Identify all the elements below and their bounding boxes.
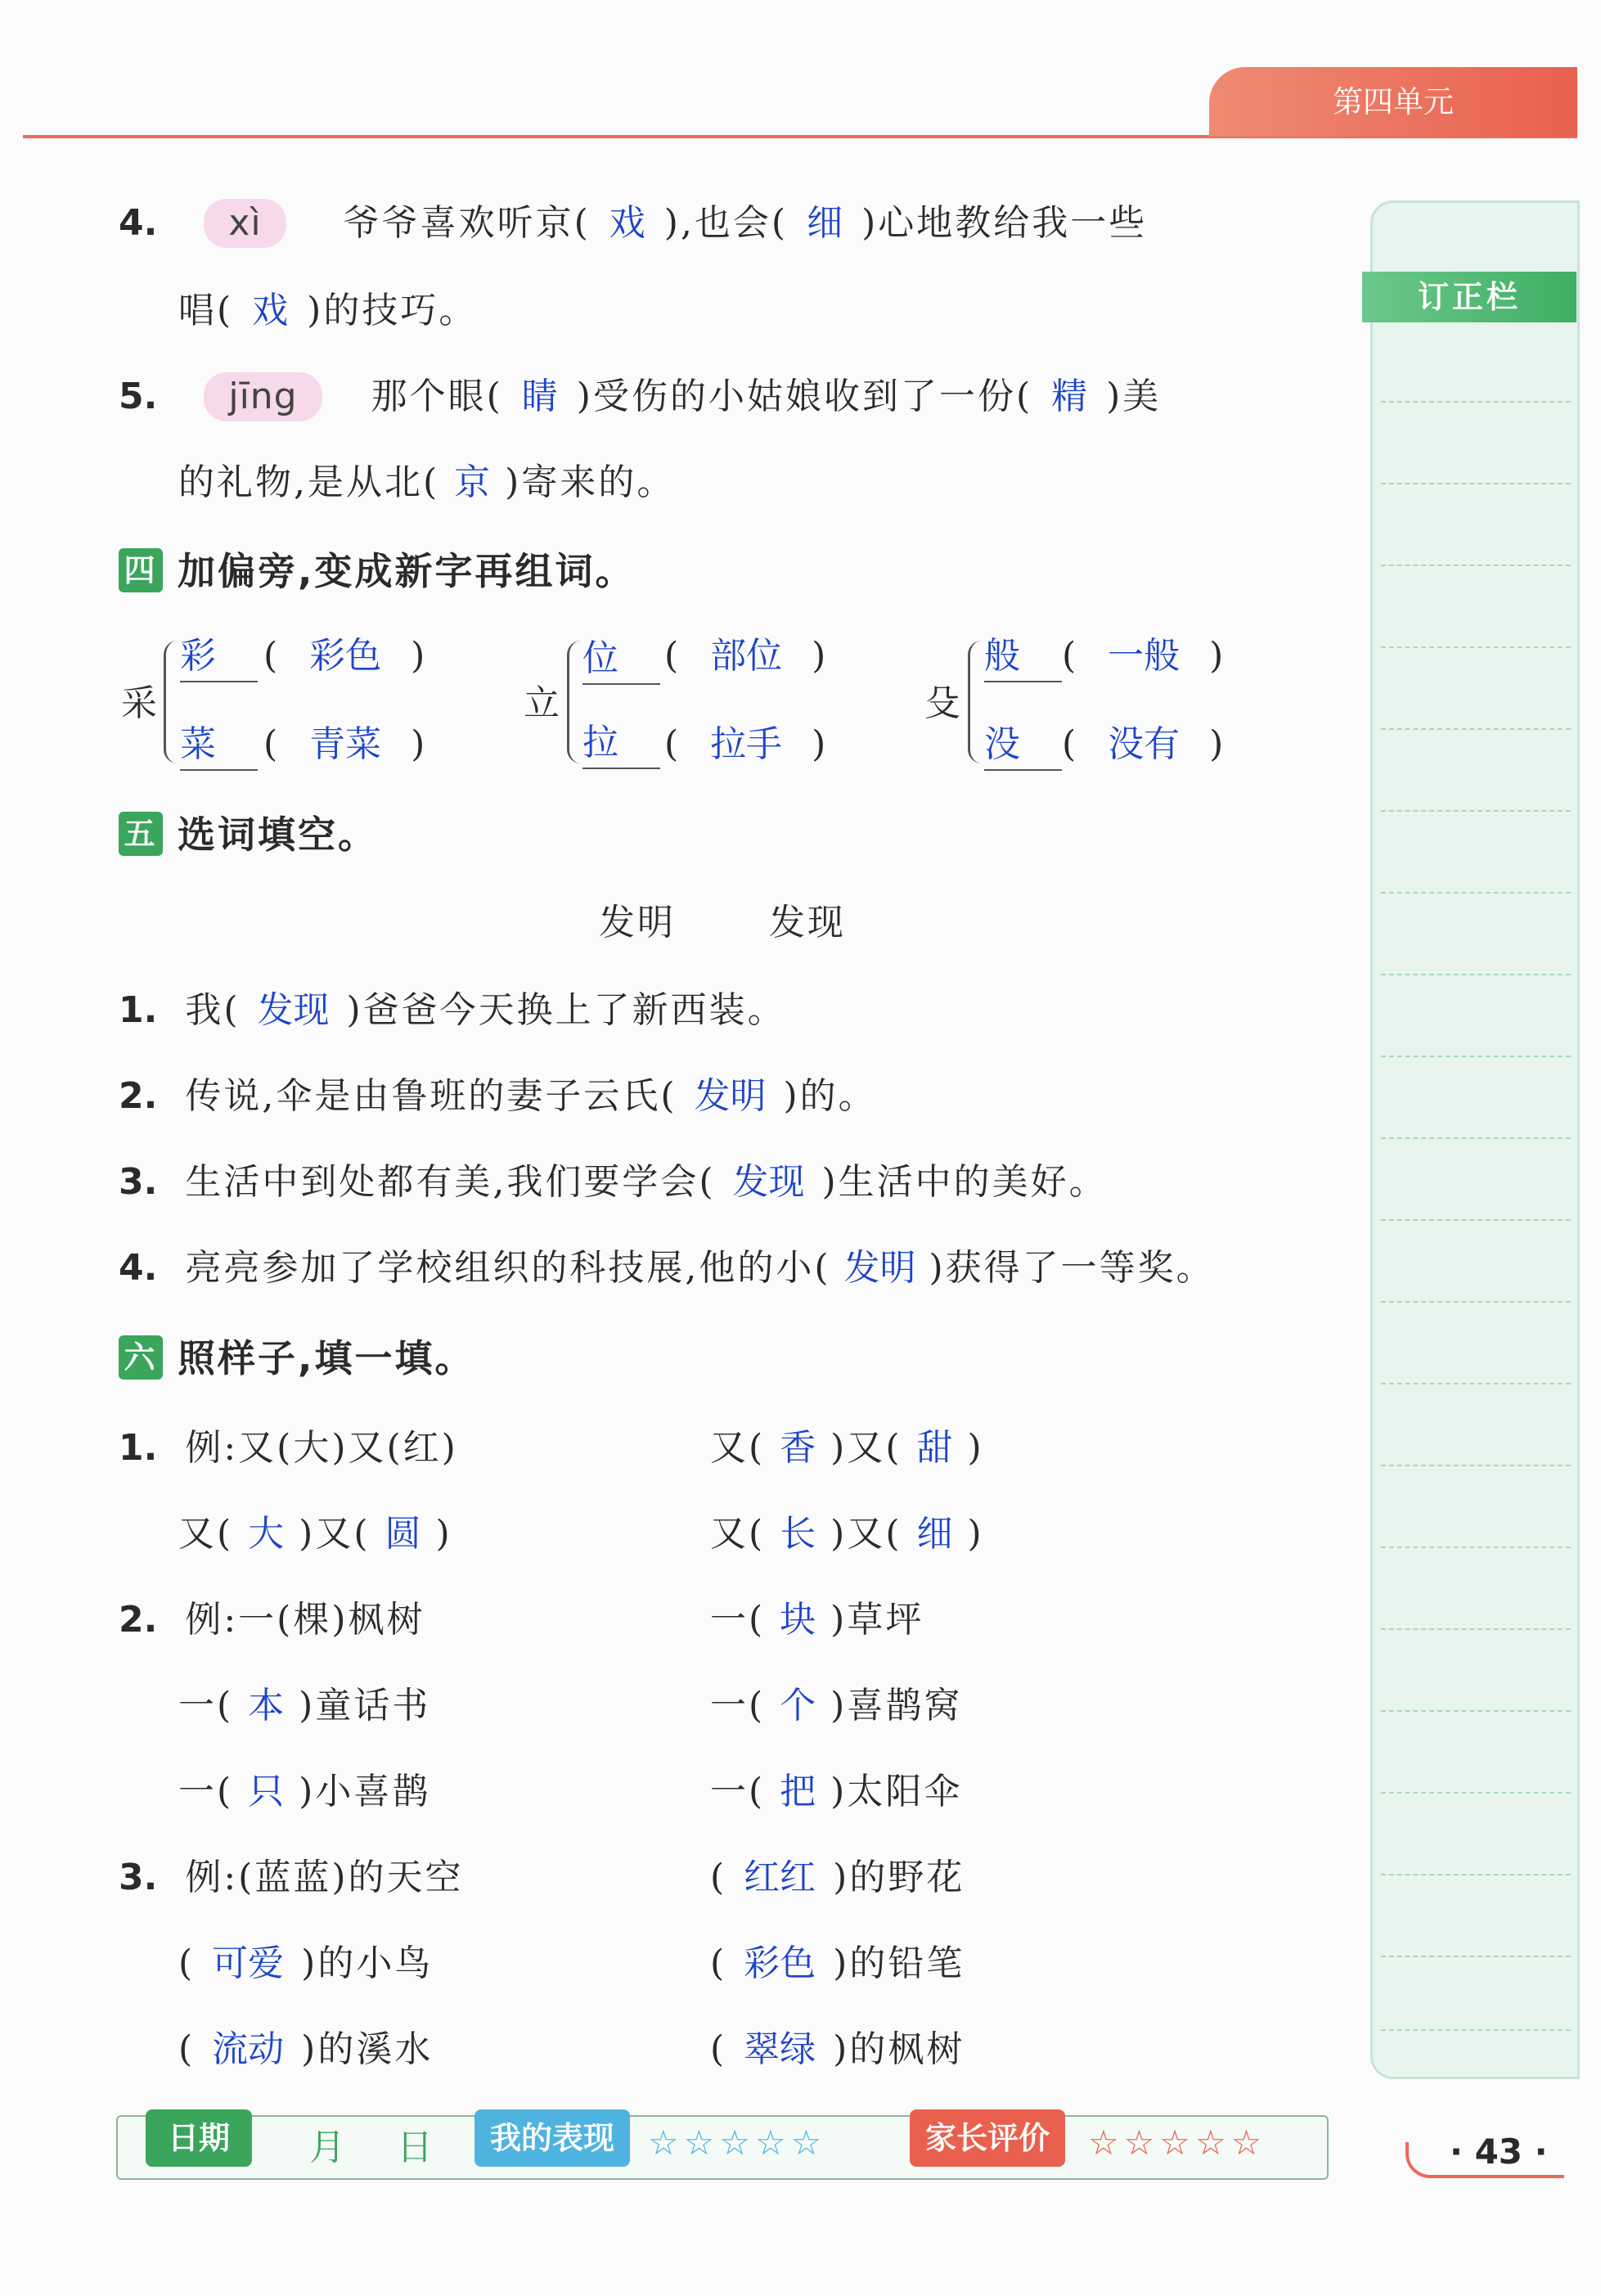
- s5-answer-2: 发明: [694, 1075, 767, 1117]
- word-2-row: ( 青菜 ): [263, 720, 427, 769]
- date-label: 日期: [146, 2109, 252, 2167]
- performance-label: 我的表现: [474, 2109, 630, 2167]
- q4-line-1: [119, 199, 1147, 248]
- q5-line-1: [119, 372, 1161, 421]
- word-choice-1: 发明: [599, 902, 676, 943]
- new-char-2: 没: [984, 720, 1062, 771]
- new-char-2: 菜: [180, 720, 258, 771]
- q4-text-5: )的技巧。: [307, 290, 478, 331]
- word-2: 没有: [1108, 723, 1181, 765]
- word-1: 部位: [710, 635, 783, 677]
- s6-q1-example: 1. 例:又(大)又(红): [119, 1427, 458, 1469]
- q4-number: 4.: [119, 202, 158, 244]
- brace: [567, 641, 581, 763]
- new-char-2: 拉: [582, 718, 660, 769]
- word-2-row: ( 没有 ): [1062, 720, 1225, 769]
- s5-answer-3: 发现: [732, 1161, 805, 1203]
- q4-answer-2: 细: [807, 202, 843, 244]
- s6-q1-row-1: 又( 香 )又( 甜 ): [710, 1427, 984, 1469]
- section-5-badge: 五: [119, 812, 163, 856]
- s6-q2-row-5: 一( 把 )太阳伞: [710, 1771, 963, 1812]
- s5-item-4: 4. 亮亮参加了学校组织的科技展,他的小( 发明 )获得了一等奖。: [119, 1244, 1215, 1293]
- q4-text-1: 爷爷喜欢听京(: [343, 202, 591, 244]
- s6-q2-row-2: 一( 本 )童话书: [178, 1685, 431, 1727]
- new-char-1: 彩: [180, 632, 258, 682]
- q4-pinyin: xì: [204, 199, 286, 248]
- s5-answer-1: 发现: [257, 989, 330, 1031]
- correction-label: 订正栏: [1362, 272, 1576, 322]
- s6-q2-example: 2. 例:一(棵)枫树: [119, 1599, 425, 1641]
- parent-eval-label: 家长评价: [910, 2109, 1065, 2167]
- word-2: 拉手: [710, 723, 783, 765]
- s6-q3-row-2: ( 可爱 )的小鸟: [178, 1943, 434, 1984]
- s6-q3-row-5: ( 翠绿 )的枫树: [710, 2028, 965, 2070]
- q5-answer-2: 精: [1051, 376, 1088, 417]
- q4-text-2: ),也会(: [663, 202, 789, 244]
- word-1-row: ( 彩色 ): [263, 632, 427, 681]
- s6-q2-row-3: 一( 个 )喜鹊窝: [710, 1685, 963, 1727]
- s6-q1-row-3: 又( 长 )又( 细 ): [710, 1513, 984, 1555]
- s5-answer-4: 发明: [843, 1247, 916, 1289]
- q5-text-1: 那个眼(: [371, 376, 503, 417]
- new-char-1: 位: [582, 634, 660, 685]
- q5-text-3: )美: [1106, 376, 1162, 417]
- s6-q3-row-1: ( 红红 )的野花: [710, 1857, 965, 1898]
- q5-number: 5.: [119, 376, 158, 417]
- s5-item-2: 2. 传说,伞是由鲁班的妻子云氏( 发明 )的。: [119, 1072, 877, 1121]
- q5-text-2: )受伤的小姑娘收到了一份(: [576, 376, 1033, 417]
- section-4-title: 加偏旁,变成新字再组词。: [178, 549, 636, 593]
- month-label: 月: [309, 2127, 348, 2168]
- section-4-badge: 四: [119, 548, 163, 592]
- word-1-row: ( 部位 ): [664, 632, 828, 681]
- s5-item-1: 1. 我( 发现 )爸爸今天换上了新西装。: [119, 986, 786, 1035]
- s6-q2-row-1: 一( 块 )草坪: [710, 1599, 924, 1641]
- word-choice-2: 发现: [769, 902, 846, 943]
- base-char: 立: [524, 682, 562, 724]
- section-6-title: 照样子,填一填。: [178, 1336, 475, 1380]
- day-label: 日: [397, 2127, 435, 2168]
- s6-q2-row-4: 一( 只 )小喜鹊: [178, 1771, 431, 1812]
- word-1: 一般: [1108, 635, 1181, 677]
- base-char: 殳: [924, 682, 963, 724]
- s6-q3-row-4: ( 流动 )的溪水: [178, 2028, 434, 2070]
- word-1: 彩色: [309, 635, 382, 677]
- q4-line-2: [178, 286, 477, 335]
- q4-text-4: 唱(: [178, 290, 234, 331]
- q4-answer-1: 戏: [609, 202, 645, 244]
- section-6-heading: [119, 1334, 474, 1383]
- s6-q3-row-3: ( 彩色 )的铅笔: [710, 1943, 965, 1984]
- unit-tab: 第四单元: [1209, 67, 1577, 137]
- section-5-title: 选词填空。: [178, 813, 378, 857]
- q5-answer-1: 睛: [521, 376, 558, 417]
- section-5-heading: [119, 810, 378, 859]
- q4-answer-3: 戏: [252, 290, 289, 331]
- new-char-1: 般: [984, 632, 1062, 682]
- brace: [968, 641, 982, 763]
- parent-eval-stars[interactable]: ☆☆☆☆☆: [1088, 2123, 1267, 2163]
- word-2-row: ( 拉手 ): [664, 720, 828, 769]
- base-char: 采: [121, 682, 160, 724]
- s6-q3-example: 3. 例:(蓝蓝)的天空: [119, 1857, 464, 1898]
- q4-text-3: )心地教给我一些: [861, 202, 1148, 244]
- section-4-heading: [119, 547, 635, 596]
- page-number: · 43 ·: [1450, 2132, 1548, 2172]
- q5-answer-3: 京: [454, 461, 491, 503]
- q5-line-2: [178, 458, 675, 507]
- q5-text-5: )寄来的。: [505, 461, 676, 503]
- s5-item-3: 3. 生活中到处都有美,我们要学会( 发现 )生活中的美好。: [119, 1158, 1108, 1207]
- s6-q1-row-2: 又( 大 )又( 圆 ): [178, 1513, 452, 1555]
- word-2: 青菜: [309, 723, 382, 765]
- q5-pinyin: jīng: [204, 372, 322, 421]
- q5-text-4: 的礼物,是从北(: [178, 461, 440, 503]
- brace: [164, 641, 178, 763]
- word-1-row: ( 一般 ): [1062, 632, 1225, 681]
- section-6-badge: 六: [119, 1335, 163, 1380]
- performance-stars[interactable]: ☆☆☆☆☆: [648, 2123, 827, 2163]
